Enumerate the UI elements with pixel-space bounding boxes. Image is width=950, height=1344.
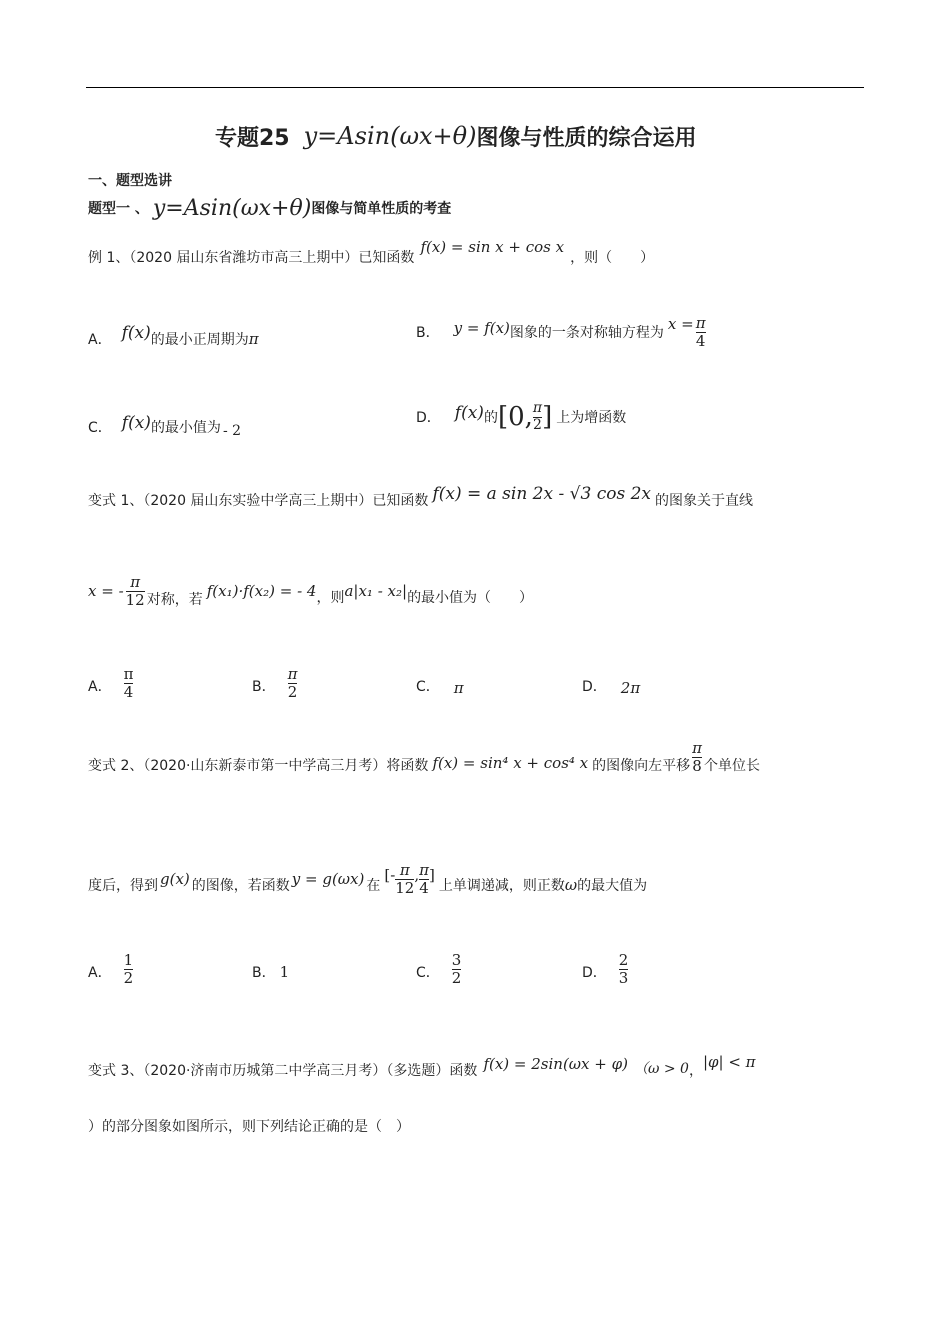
fraction-denominator: 12 xyxy=(395,878,415,897)
variant2-line2-c: 在 xyxy=(366,878,381,894)
option-text2: 上为增函数 xyxy=(556,410,627,426)
variant1-option-c xyxy=(416,676,464,696)
option-math2: π xyxy=(248,330,259,348)
variant1-text: 对称，若 xyxy=(146,592,203,608)
variant1-tail2: 的最小值为（ ） xyxy=(407,590,534,606)
type1-label: 题型一 、 xyxy=(88,201,149,217)
fraction-numerator: 2 xyxy=(618,951,629,969)
variant2-tail: 个单位长 xyxy=(704,758,760,774)
variant2-fraction xyxy=(692,740,702,774)
fraction-denominator: 8 xyxy=(692,756,702,775)
type1-suffix: 图像与简单性质的考查 xyxy=(311,201,452,217)
option-letter: B． xyxy=(416,325,440,341)
interval-right: ] xyxy=(542,402,553,432)
fraction-denominator: 3 xyxy=(618,968,629,987)
option-math2: - 2 xyxy=(222,423,242,439)
fraction-denominator: 2 xyxy=(451,968,462,987)
variant2-option-b xyxy=(252,962,289,982)
variant3-line2: ）的部分图象如图所示，则下列结论正确的是（ ） xyxy=(88,1119,410,1135)
option-value: π xyxy=(453,679,464,697)
fraction-denominator: 4 xyxy=(419,878,429,897)
fraction-denominator: 2 xyxy=(287,682,298,701)
variant1-option-b xyxy=(252,654,297,700)
example1-tail: ，则（ ） xyxy=(570,250,655,266)
option-fraction xyxy=(619,952,629,986)
interval-left: [0, xyxy=(497,402,533,432)
fraction-numerator: π xyxy=(123,665,134,683)
variant2-g: g(x) xyxy=(160,870,190,888)
option-fraction xyxy=(288,666,298,700)
option-letter: A． xyxy=(88,679,112,695)
option-text: 的 xyxy=(483,410,498,426)
variant1-tail: 的图象关于直线 xyxy=(654,493,753,509)
variant3-stem xyxy=(88,1052,756,1088)
interval-fraction-2 xyxy=(419,862,429,896)
example1-option-b xyxy=(416,310,706,354)
example1-func: f(x) = sin x + cos x xyxy=(420,238,565,256)
section-heading: 一、题型选讲 xyxy=(88,173,172,189)
fraction-numerator: π xyxy=(695,314,706,332)
option-text: 的最小正周期为 xyxy=(150,332,249,348)
title-formula: y=Asin(ωx+θ) xyxy=(303,122,477,150)
example1-lead: 例 1、（2020 届山东省潍坊市高三上期中）已知函数 xyxy=(88,250,415,266)
interval-sep: , xyxy=(414,866,420,884)
option-text: 图象的一条对称轴方程为 xyxy=(509,325,664,341)
option-value: 2π xyxy=(620,679,641,697)
option-fraction xyxy=(124,666,134,700)
option-letter: D． xyxy=(416,410,441,426)
option-math: f(x) xyxy=(121,323,151,343)
option-letter: C． xyxy=(88,420,112,436)
example1-stem xyxy=(88,238,655,272)
option-letter: B． xyxy=(252,679,276,695)
example1-option-c xyxy=(88,410,241,444)
variant1-line2 xyxy=(88,566,533,616)
fraction-numerator: 3 xyxy=(451,951,462,969)
title-suffix: 图像与性质的综合运用 xyxy=(476,125,697,151)
option-math2: x = xyxy=(667,315,694,333)
option-fraction xyxy=(533,401,542,433)
fraction-numerator: π xyxy=(692,739,702,757)
variant1-stem xyxy=(88,482,753,518)
variant2-line2 xyxy=(88,854,647,904)
option-math: f(x) xyxy=(121,413,151,433)
option-letter: C． xyxy=(416,679,440,695)
type1-heading xyxy=(88,192,451,224)
variant3-cond2: |φ| < π xyxy=(702,1053,756,1071)
page-title xyxy=(215,116,696,156)
fraction-numerator: π xyxy=(130,573,141,591)
header-rule xyxy=(86,87,864,88)
variant2-line2-e: 的最大值为 xyxy=(577,878,648,894)
variant2-lead: 变式 2、（2020·山东新泰市第一中学高三月考）将函数 xyxy=(88,758,429,774)
variant1-expr: a|x₁ - x₂| xyxy=(344,582,408,600)
option-letter: D． xyxy=(582,965,607,981)
variant2-func: f(x) = sin⁴ x + cos⁴ x xyxy=(432,754,589,772)
option-letter: A． xyxy=(88,965,112,981)
example1-option-d xyxy=(416,392,626,442)
variant1-condition: f(x₁)·f(x₂) = - 4 xyxy=(206,582,317,600)
variant1-fraction xyxy=(126,574,145,608)
example1-option-a xyxy=(88,322,259,356)
option-value: 1 xyxy=(279,963,290,981)
fraction-denominator: 12 xyxy=(125,590,145,609)
fraction-numerator: π xyxy=(399,861,410,879)
variant3-cond1: （ω > 0 xyxy=(633,1061,689,1077)
variant2-option-a xyxy=(88,940,133,986)
variant3-comma: ， xyxy=(688,1063,703,1079)
variant1-func: f(x) = a sin 2x - √3 cos 2x xyxy=(432,484,651,504)
fraction-numerator: π xyxy=(419,861,429,879)
interval-left: [- xyxy=(384,866,396,884)
variant1-lead: 变式 1、（2020 届山东实验中学高三上期中）已知函数 xyxy=(88,493,429,509)
title-prefix: 专题25 xyxy=(215,125,290,151)
fraction-denominator: 4 xyxy=(695,331,706,350)
variant1-then: ，则 xyxy=(316,590,345,606)
variant2-line2-d: 上单调递减，则正数 xyxy=(438,878,565,894)
fraction-denominator: 4 xyxy=(123,682,134,701)
variant3-func: f(x) = 2sin(ωx + φ) xyxy=(483,1055,628,1073)
fraction-numerator: π xyxy=(532,400,543,417)
fraction-denominator: 2 xyxy=(123,968,134,987)
variant1-option-a xyxy=(88,654,133,700)
option-math: f(x) xyxy=(454,403,484,423)
variant2-stem xyxy=(88,740,760,790)
variant2-yfunc: y = g(ωx) xyxy=(291,870,365,888)
variant3-lead: 变式 3、（2020·济南市历城第二中学高三月考）（多选题）函数 xyxy=(88,1063,478,1079)
option-letter: B． xyxy=(252,965,276,981)
fraction-numerator: 1 xyxy=(123,951,134,969)
option-math: y = f(x) xyxy=(453,319,510,337)
fraction-denominator: 2 xyxy=(533,416,542,433)
variant2-option-d xyxy=(582,940,628,986)
option-fraction xyxy=(124,952,134,986)
interval-right: ] xyxy=(429,866,435,884)
option-letter: C． xyxy=(416,965,440,981)
variant2-line2-a: 度后，得到 xyxy=(88,878,158,894)
type1-formula: y=Asin(ωx+θ) xyxy=(152,195,312,221)
variant2-option-c xyxy=(416,940,461,986)
option-fraction xyxy=(696,315,706,349)
option-letter: D． xyxy=(582,679,607,695)
variant2-omega: ω xyxy=(564,876,578,894)
fraction-numerator: π xyxy=(287,665,298,683)
variant2-line2-b: 的图像，若函数 xyxy=(191,878,290,894)
option-letter: A． xyxy=(88,332,112,348)
variant1-x-eq: x = - xyxy=(88,582,124,600)
interval-fraction-1 xyxy=(395,862,414,896)
option-fraction xyxy=(452,952,462,986)
option-text: 的最小值为 xyxy=(150,420,221,436)
variant1-option-d xyxy=(582,676,640,696)
variant2-mid: 的图像向左平移 xyxy=(592,758,691,774)
